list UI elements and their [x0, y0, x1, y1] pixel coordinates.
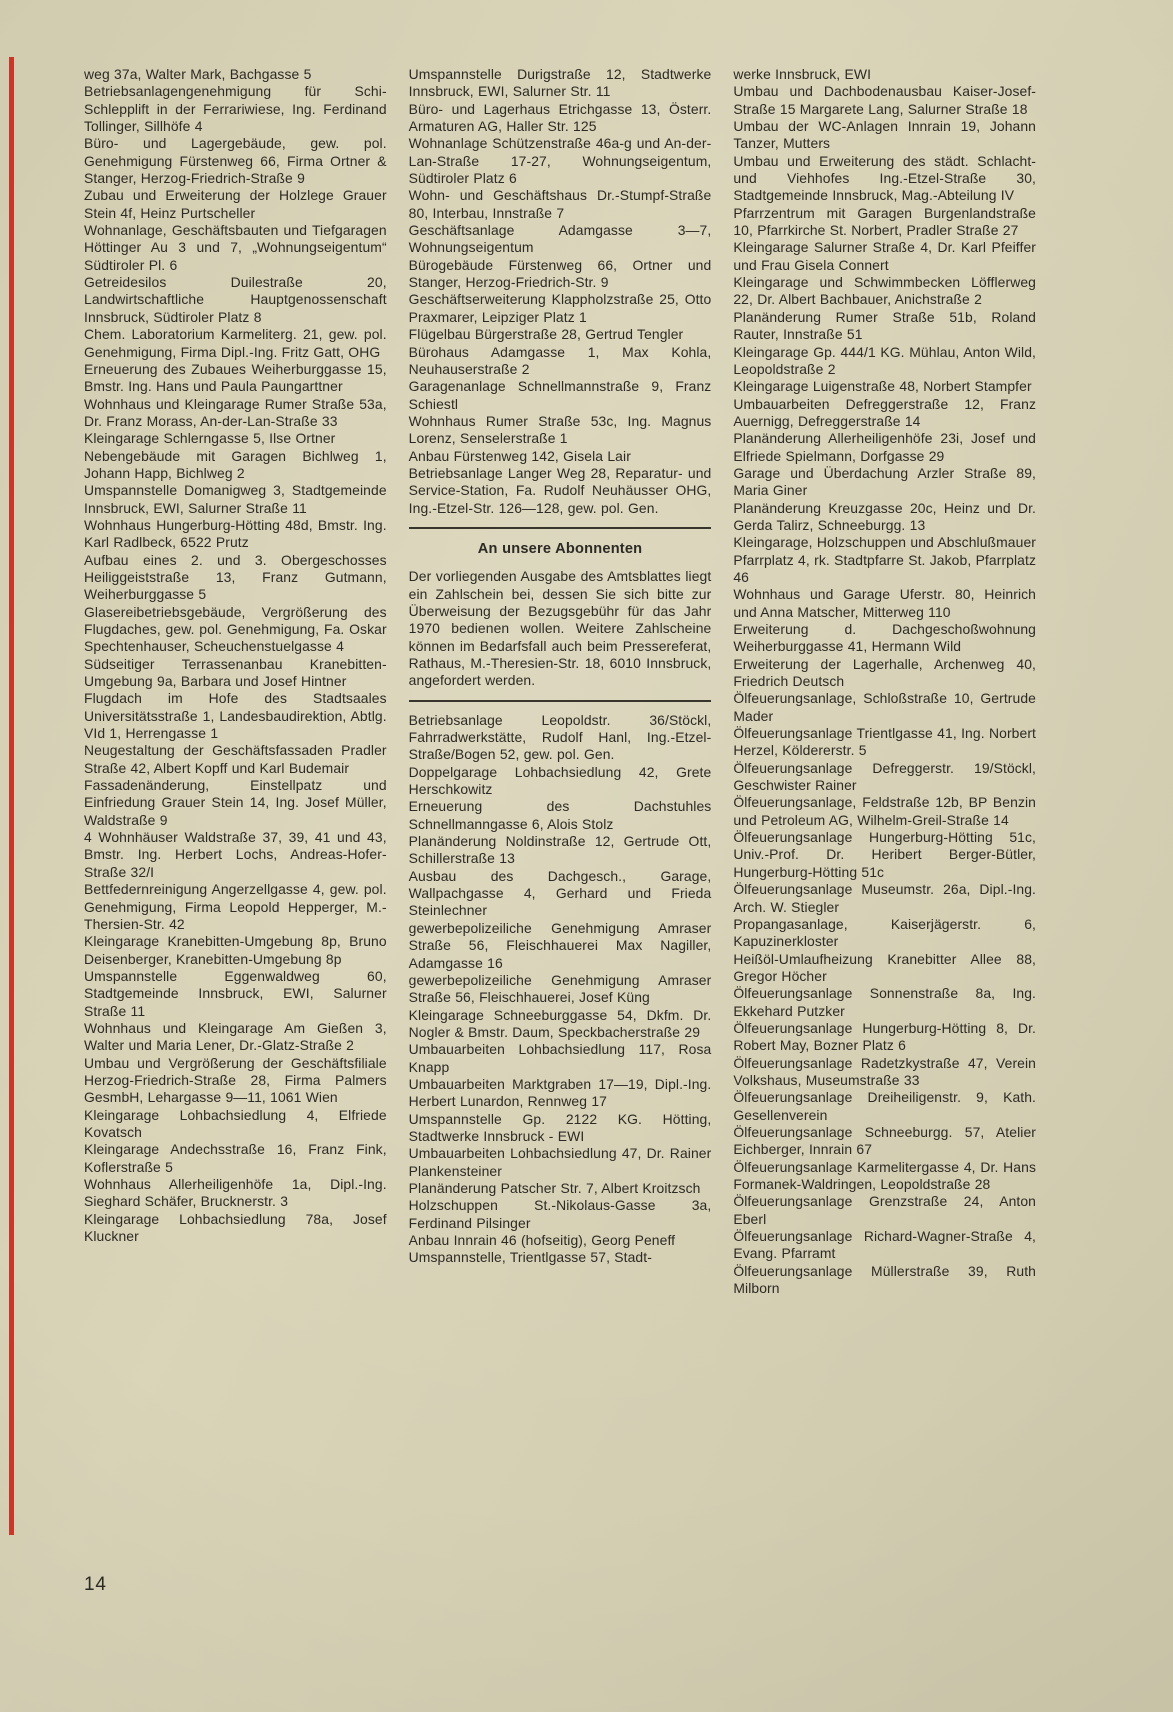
gazette-entry: gewerbepolizeiliche Genehmigung Amraser Straße 56, Fleischhauerei Max Nagiller, Adamgasse 16	[408, 919, 712, 971]
gazette-entry: Wohnhaus Allerheiligenhöfe 1a, Dipl.-Ing. Sieghard Schäfer, Brucknerstr. 3	[84, 1176, 387, 1210]
gazette-entry: Erneuerung des Zubaues Weiherburggasse 15, Bmstr. Ing. Hans und Paula Paungarttner	[84, 360, 387, 395]
gazette-entry: Wohnhaus und Kleingarage Am Gießen 3, Walter und Maria Lener, Dr.-Glatz-Straße 2	[84, 1019, 387, 1054]
gazette-entry: Anbau Fürstenweg 142, Gisela Lair	[408, 447, 631, 464]
gazette-entry: Kleingarage Lohbachsiedlung 78a, Josef Kluckner	[84, 1210, 387, 1245]
gazette-entry: Umbauarbeiten Lohbachsiedlung 117, Rosa Knapp	[408, 1041, 712, 1075]
notice-divider-top	[409, 527, 712, 529]
gazette-entry: 4 Wohnhäuser Waldstraße 37, 39, 41 und 43, Bmstr. Ing. Herbert Lochs, Andreas-Hofer-Straße 32/I	[84, 829, 387, 880]
gazette-entry: Heißöl-Umlaufheizung Kranebitter Allee 88, Gregor Höcher	[733, 950, 1037, 984]
gazette-entry: Umbau und Erweiterung des städt. Schlacht- und Viehhofes Ing.-Etzel-Straße 30, Stadtgemeinde Innsbruck, Mag.-Abteilung IV	[733, 152, 1037, 204]
gazette-entry: Betriebsanlagengenehmigung für Schi-Schlepplift in der Ferrariwiese, Ing. Ferdinand Tollinger, Sillhöfe 4	[84, 83, 387, 135]
gazette-entry: Umbauarbeiten Marktgraben 17—19, Dipl.-Ing. Herbert Lunardon, Rennweg 17	[408, 1075, 712, 1110]
gazette-entry: Geschäftserweiterung Klappholzstraße 25, Otto Praxmarer, Leipziger Platz 1	[408, 291, 712, 325]
gazette-entry: Wohnhaus und Garage Uferstr. 80, Heinrich und Anna Matscher, Mitterweg 110	[733, 586, 1037, 620]
gazette-entry: Umbauarbeiten Defreggerstraße 12, Franz Auernigg, Defreggerstraße 14	[733, 395, 1037, 429]
gazette-entry: Bettfedernreinigung Angerzellgasse 4, gew. pol. Genehmigung, Firma Leopold Hepperger, M.-Thersien-Str. 42	[84, 881, 387, 932]
gazette-entry: Kleingarage, Holzschuppen und Abschlußmauer Pfarrplatz 4, rk. Stadtpfarre St. Jakob, Pfarrplatz 46	[733, 534, 1037, 585]
gazette-entry: Kleingarage Schlerngasse 5, Ilse Ortner	[84, 430, 336, 447]
gazette-entry: Wohnhaus Hungerburg-Hötting 48d, Bmstr. Ing. Karl Radlbeck, 6522 Prutz	[84, 516, 387, 551]
gazette-entry: Bürohaus Adamgasse 1, Max Kohla, Neuhauserstraße 2	[408, 343, 712, 377]
red-margin-line	[9, 57, 14, 1535]
gazette-entry: Umspannstelle Durigstraße 12, Stadtwerke Innsbruck, EWI, Salurner Str. 11	[408, 66, 712, 100]
subscriber-notice	[409, 527, 712, 702]
gazette-entry: Ölfeuerungsanlage Müllerstraße 39, Ruth Milborn	[733, 1262, 1037, 1297]
entry-list-middle-bottom	[409, 712, 712, 1267]
gazette-entry: Geschäftsanlage Adamgasse 3—7, Wohnungseigentum	[408, 222, 712, 256]
column-middle	[409, 66, 712, 1267]
gazette-entry: Planänderung Kreuzgasse 20c, Heinz und Dr. Gerda Talirz, Schneeburgg. 13	[733, 499, 1037, 533]
gazette-entry: Ölfeuerungsanlage Hungerburg-Hötting 8, Dr. Robert May, Bozner Platz 6	[733, 1019, 1037, 1054]
notice-heading: An unsere Abonnenten	[477, 540, 643, 557]
gazette-entry: Kleingarage Gp. 444/1 KG. Mühlau, Anton Wild, Leopoldstraße 2	[733, 343, 1037, 377]
gazette-entry: Umbau und Vergrößerung der Geschäftsfiliale Herzog-Friedrich-Straße 28, Firma Palmers GesmbH, Lehargasse 9—11, 1061 Wien	[84, 1054, 387, 1106]
notice-divider-bottom	[409, 700, 712, 702]
gazette-entry: Wohnhaus und Kleingarage Rumer Straße 53a, Dr. Franz Morass, An-der-Lan-Straße 33	[84, 395, 387, 429]
gazette-entry: Planänderung Patscher Str. 7, Albert Kroitzsch	[408, 1179, 701, 1196]
gazette-entry: Südseitiger Terrassenanbau Kranebitten-Umgebung 9a, Barbara und Josef Hintner	[84, 655, 387, 690]
entry-list-middle-top	[409, 66, 712, 517]
gazette-entry: Planänderung Rumer Straße 51b, Roland Rauter, Innstraße 51	[733, 308, 1037, 343]
gazette-entry: Fassadenänderung, Einstellpatz und Einfriedung Grauer Stein 14, Ing. Josef Müller, Waldstraße 9	[84, 777, 387, 828]
gazette-entry: Wohnanlage Schützenstraße 46a-g und An-der-Lan-Straße 17-27, Wohnungseigentum, Südtiroler Platz 6	[408, 135, 712, 187]
entry-list-left	[84, 66, 387, 1245]
gazette-entry: Kleingarage und Schwimmbecken Löfflerweg 22, Dr. Albert Bachbauer, Anichstraße 2	[733, 274, 1037, 308]
gazette-entry: Ölfeuerungsanlage Schneeburgg. 57, Atelier Eichberger, Innrain 67	[733, 1123, 1037, 1158]
gazette-entry: Wohn- und Geschäftshaus Dr.-Stumpf-Straße 80, Interbau, Innstraße 7	[408, 187, 712, 221]
gazette-entry: Erweiterung d. Dachgeschoßwohnung Weiherburggasse 41, Hermann Wild	[733, 621, 1037, 655]
gazette-entry: Planänderung Allerheiligenhöfe 23i, Josef und Elfriede Spielmann, Dorfgasse 29	[733, 430, 1037, 464]
gazette-entry: Kleingarage Salurner Straße 4, Dr. Karl Pfeiffer und Frau Gisela Connert	[733, 239, 1037, 273]
page-number: 14	[84, 1574, 107, 1595]
gazette-entry: Flugdach im Hofe des Stadtsaales Universitätsstraße 1, Landesbaudirektion, Abtlg. VId 1, Herrengasse 1	[84, 690, 387, 742]
gazette-entry: Garagenanlage Schnellmannstraße 9, Franz Schiestl	[408, 378, 712, 412]
gazette-entry: Wohnhaus Rumer Straße 53c, Ing. Magnus Lorenz, Senselerstraße 1	[408, 412, 712, 447]
gazette-entry: Ölfeuerungsanlage Richard-Wagner-Straße 4, Evang. Pfarramt	[733, 1228, 1037, 1262]
gazette-entry: Büro- und Lagerhaus Etrichgasse 13, Österr. Armaturen AG, Haller Str. 125	[408, 100, 712, 135]
gazette-entry: Erneuerung des Dachstuhles Schnellmanngasse 6, Alois Stolz	[408, 798, 712, 832]
gazette-entry: Ölfeuerungsanlage Grenzstraße 24, Anton Eberl	[733, 1193, 1037, 1227]
gazette-entry: Chem. Laboratorium Karmeliterg. 21, gew. pol. Genehmigung, Firma Dipl.-Ing. Fritz Gatt, OHG	[84, 326, 387, 360]
gazette-entry: Umspannstelle, Trientlgasse 57, Stadt-	[408, 1249, 652, 1266]
gazette-entry: Ölfeuerungsanlage Radetzkystraße 47, Verein Volkshaus, Museumstraße 33	[733, 1054, 1037, 1088]
gazette-entry: Planänderung Noldinstraße 12, Gertrude Ott, Schillerstraße 13	[408, 833, 712, 867]
gazette-entry: Zubau und Erweiterung der Holzlege Grauer Stein 4f, Heinz Purtscheller	[84, 187, 387, 221]
gazette-entry: Doppelgarage Lohbachsiedlung 42, Grete Herschkowitz	[408, 763, 712, 798]
gazette-entry: Getreidesilos Duilestraße 20, Landwirtschaftliche Hauptgenossenschaft Innsbruck, Südtiroler Platz 8	[84, 274, 387, 325]
gazette-entry: Pfarrzentrum mit Garagen Burgenlandstraße 10, Pfarrkirche St. Norbert, Pradler Straße 27	[733, 204, 1037, 239]
gazette-entry: Kleingarage Lohbachsiedlung 4, Elfriede Kovatsch	[84, 1106, 387, 1140]
gazette-entry: Ölfeuerungsanlage, Feldstraße 12b, BP Benzin und Petroleum AG, Wilhelm-Greil-Straße 14	[733, 794, 1037, 828]
gazette-entry: Ausbau des Dachgesch., Garage, Wallpachgasse 4, Gerhard und Frieda Steinlechner	[408, 867, 712, 919]
gazette-entry: Büro- und Lagergebäude, gew. pol. Genehmigung Fürstenweg 66, Firma Ortner & Stanger, Herzog-Friedrich-Straße 9	[84, 135, 387, 187]
gazette-entry: Kleingarage Kranebitten-Umgebung 8p, Bruno Deisenberger, Kranebitten-Umgebung 8p	[84, 933, 387, 967]
gazette-entry: Propangasanlage, Kaiserjägerstr. 6, Kapuzinerkloster	[733, 915, 1037, 950]
gazette-entry: Ölfeuerungsanlage Dreiheiligenstr. 9, Kath. Gesellenverein	[733, 1089, 1037, 1123]
gazette-entry: Betriebsanlage Leopoldstr. 36/Stöckl, Fahrradwerkstätte, Rudolf Hanl, Ing.-Etzel-Straße/Bogen 52, gew. pol. Gen.	[408, 711, 712, 763]
gazette-entry: Bürogebäude Fürstenweg 66, Ortner und Stanger, Herzog-Friedrich-Str. 9	[408, 256, 712, 291]
gazette-entry: Garage und Überdachung Arzler Straße 89, Maria Giner	[733, 464, 1037, 499]
gazette-entry: Umspannstelle Eggenwaldweg 60, Stadtgemeinde Innsbruck, EWI, Salurner Straße 11	[84, 967, 387, 1019]
gazette-entry: Neugestaltung der Geschäftsfassaden Pradler Straße 42, Albert Kopff und Karl Budemair	[84, 742, 387, 776]
gazette-entry: weg 37a, Walter Mark, Bachgasse 5	[84, 66, 312, 82]
gazette-entry: Holzschuppen St.-Nikolaus-Gasse 3a, Ferdinand Pilsinger	[408, 1197, 712, 1231]
gazette-entry: Umspannstelle Gp. 2122 KG. Hötting, Stadtwerke Innsbruck - EWI	[408, 1110, 712, 1144]
gazette-entry: Ölfeuerungsanlage Hungerburg-Hötting 51c, Univ.-Prof. Dr. Heribert Berger-Bütler, Hungerburg-Hötting 51c	[733, 829, 1037, 880]
gazette-entry: Erweiterung der Lagerhalle, Archenweg 40, Friedrich Deutsch	[733, 655, 1037, 690]
column-left	[84, 66, 387, 1245]
gazette-entry: werke Innsbruck, EWI	[733, 66, 872, 82]
gazette-entry: Ölfeuerungsanlage Trientlgasse 41, Ing. Norbert Herzel, Köldererstr. 5	[733, 725, 1037, 759]
gazette-entry: Aufbau eines 2. und 3. Obergeschosses Heiliggeiststraße 13, Franz Gutmann, Weiherburggasse 5	[84, 551, 387, 603]
gazette-entry: Kleingarage Luigenstraße 48, Norbert Stampfer	[733, 378, 1032, 395]
entry-list-right	[733, 66, 1036, 1297]
gazette-entry: Anbau Innrain 46 (hofseitig), Georg Peneff	[408, 1232, 676, 1248]
gazette-entry: Nebengebäude mit Garagen Bichlweg 1, Johann Happ, Bichlweg 2	[84, 447, 387, 481]
gazette-entry: Ölfeuerungsanlage Museumstr. 26a, Dipl.-Ing. Arch. W. Stiegler	[733, 881, 1037, 915]
gazette-entry: Glasereibetriebsgebäude, Vergrößerung des Flugdaches, gew. pol. Genehmigung, Fa. Oskar Spechtenhauser, Scheuchenstuelgasse 4	[84, 603, 387, 655]
gazette-entry: Wohnanlage, Geschäftsbauten und Tiefgaragen Höttinger Au 3 und 7, „Wohnungseigentum“ Südtiroler Pl. 6	[84, 222, 387, 273]
gazette-entry: Ölfeuerungsanlage Defreggerstr. 19/Stöckl, Geschwister Rainer	[733, 759, 1037, 794]
text-columns	[84, 66, 1036, 1297]
notice-body: Der vorliegenden Ausgabe des Amtsblattes liegt ein Zahlschein bei, dessen Sie sich bitte zur Überweisung der Bezugsgebühr für das Jahr 1970 bedienen wollen. Weitere Zahlscheine können im Bedarfsfall auch beim Pressereferat, Rathaus, M.-Theresien-Str. 18, 6010 Innsbruck, angefordert werden.	[408, 568, 712, 689]
gazette-entry: Ölfeuerungsanlage, Schloßstraße 10, Gertrude Mader	[733, 690, 1037, 724]
gazette-entry: Betriebsanlage Langer Weg 28, Reparatur- und Service-Station, Fa. Rudolf Neuhäusser OHG, Ing.-Etzel-Str. 126—128, gew. pol. Gen.	[408, 464, 712, 516]
gazette-entry: Umbauarbeiten Lohbachsiedlung 47, Dr. Rainer Plankensteiner	[408, 1145, 712, 1179]
gazette-entry: Umspannstelle Domanigweg 3, Stadtgemeinde Innsbruck, EWI, Salurner Straße 11	[84, 482, 387, 516]
gazette-entry: Kleingarage Schneeburggasse 54, Dkfm. Dr. Nogler & Bmstr. Daum, Speckbacherstraße 29	[408, 1006, 712, 1040]
gazette-entry: Umbau der WC-Anlagen Innrain 19, Johann Tanzer, Mutters	[733, 118, 1037, 152]
gazette-entry: Flügelbau Bürgerstraße 28, Gertrud Tengler	[408, 326, 684, 343]
gazette-entry: gewerbepolizeiliche Genehmigung Amraser Straße 56, Fleischhauerei, Josef Küng	[408, 971, 712, 1006]
gazette-entry: Ölfeuerungsanlage Karmelitergasse 4, Dr. Hans Formanek-Waldringen, Leopoldstraße 28	[733, 1158, 1037, 1192]
column-right	[733, 66, 1036, 1297]
gazette-entry: Ölfeuerungsanlage Sonnenstraße 8a, Ing. Ekkehard Putzker	[733, 985, 1037, 1019]
gazette-entry: Umbau und Dachbodenausbau Kaiser-Josef-Straße 15 Margarete Lang, Salurner Straße 18	[733, 83, 1037, 117]
gazette-entry: Kleingarage Andechsstraße 16, Franz Fink, Koflerstraße 5	[84, 1141, 387, 1175]
